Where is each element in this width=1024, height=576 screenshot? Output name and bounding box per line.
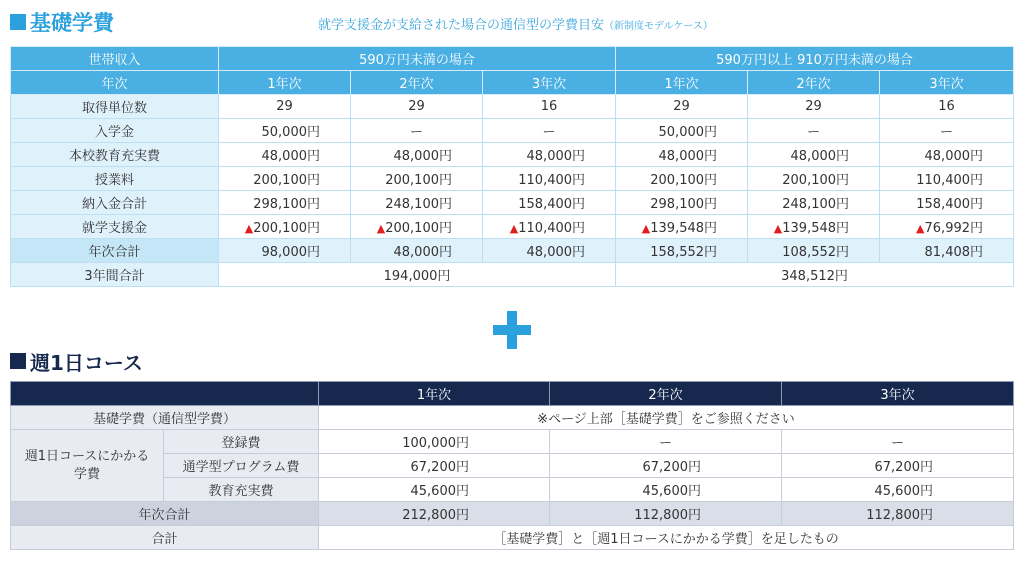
table-cell: 50,000円 bbox=[616, 119, 748, 143]
table-cell: 100,000円 bbox=[319, 430, 550, 454]
table-cell: 298,100円 bbox=[219, 191, 351, 215]
table-cell: 29 bbox=[219, 95, 351, 119]
support-value: 76,992円 bbox=[924, 221, 984, 236]
three-year-total-row bbox=[11, 263, 1014, 287]
table-cell: 48,000円 bbox=[616, 143, 748, 167]
triangle-mark-icon: ▲ bbox=[244, 222, 254, 235]
row-label: 授業料 bbox=[11, 167, 219, 191]
section2-title bbox=[10, 347, 143, 375]
table-cell: 248,100円 bbox=[748, 191, 880, 215]
triangle-mark-icon: ▲ bbox=[641, 222, 651, 235]
group-b-header: 590万円以上 910万円未満の場合 bbox=[616, 47, 1014, 71]
table-cell: ー bbox=[880, 119, 1014, 143]
triangle-mark-icon: ▲ bbox=[916, 222, 925, 235]
year-cell: 1年次 bbox=[319, 382, 550, 406]
table-cell bbox=[351, 215, 483, 239]
support-value: 200,100円 bbox=[385, 221, 452, 236]
table-row bbox=[11, 95, 1014, 119]
row-label: 本校教育充実費 bbox=[11, 143, 219, 167]
table-cell: 298,100円 bbox=[616, 191, 748, 215]
year-header: 年次 bbox=[11, 71, 219, 95]
support-value: 139,548円 bbox=[650, 221, 718, 236]
section1-title bbox=[10, 8, 114, 36]
table-cell: ー bbox=[351, 119, 483, 143]
table-cell: 45,600円 bbox=[782, 478, 1014, 502]
annual-total-row bbox=[11, 502, 1014, 526]
row-label: 納入金合計 bbox=[11, 191, 219, 215]
table-cell: 200,100円 bbox=[616, 167, 748, 191]
row-label: 入学金 bbox=[11, 119, 219, 143]
subtitle-note: （新制度モデルケース） bbox=[604, 21, 713, 32]
table-cell bbox=[880, 215, 1014, 239]
household-income-header: 世帯収入 bbox=[11, 47, 219, 71]
year-cell: 2年次 bbox=[748, 71, 880, 95]
year-cell: 1年次 bbox=[219, 71, 351, 95]
table-cell: 16 bbox=[880, 95, 1014, 119]
row-label: 基礎学費（通信型学費） bbox=[11, 406, 319, 430]
section1-subtitle bbox=[318, 14, 713, 33]
plus-icon-vertical bbox=[507, 311, 517, 349]
section1-title-text: 基礎学費 bbox=[30, 11, 114, 35]
row-label: 就学支援金 bbox=[11, 215, 219, 239]
row-label: 登録費 bbox=[164, 430, 319, 454]
row-label: 合計 bbox=[11, 526, 319, 550]
year-cell: 3年次 bbox=[880, 71, 1014, 95]
table-row bbox=[11, 191, 1014, 215]
table-cell bbox=[616, 215, 748, 239]
subtitle-text: 就学支援金が支給された場合の通信型の学費目安 bbox=[318, 18, 605, 33]
table-cell: 45,600円 bbox=[550, 478, 782, 502]
table-cell bbox=[219, 215, 351, 239]
annual-total-row bbox=[11, 239, 1014, 263]
row-label: 取得単位数 bbox=[11, 95, 219, 119]
support-value: 139,548円 bbox=[782, 221, 850, 236]
table-cell: 16 bbox=[483, 95, 616, 119]
row-label: 3年間合計 bbox=[11, 263, 219, 287]
table-cell: 48,000円 bbox=[880, 143, 1014, 167]
header-blank bbox=[11, 382, 319, 406]
table-header-row bbox=[11, 382, 1014, 406]
year-cell: 2年次 bbox=[550, 382, 782, 406]
table-cell: 67,200円 bbox=[782, 454, 1014, 478]
table-row bbox=[11, 430, 1014, 454]
table-cell: 158,400円 bbox=[483, 191, 616, 215]
table-cell: ー bbox=[483, 119, 616, 143]
table-cell: 48,000円 bbox=[748, 143, 880, 167]
triangle-mark-icon: ▲ bbox=[509, 222, 519, 235]
table-cell: 98,000円 bbox=[219, 239, 351, 263]
year-cell: 1年次 bbox=[616, 71, 748, 95]
table-cell: 200,100円 bbox=[748, 167, 880, 191]
triangle-mark-icon: ▲ bbox=[376, 222, 386, 235]
table-row bbox=[11, 406, 1014, 430]
grand-total-row bbox=[11, 526, 1014, 550]
support-value: 110,400円 bbox=[518, 221, 586, 236]
triangle-mark-icon: ▲ bbox=[773, 222, 783, 235]
table-cell: 81,408円 bbox=[880, 239, 1014, 263]
table-cell: 110,400円 bbox=[880, 167, 1014, 191]
square-icon bbox=[10, 14, 26, 30]
group-a-header: 590万円未満の場合 bbox=[219, 47, 616, 71]
row-label: 通学型プログラム費 bbox=[164, 454, 319, 478]
table-cell: 48,000円 bbox=[351, 143, 483, 167]
table-cell: 112,800円 bbox=[550, 502, 782, 526]
table-cell: 48,000円 bbox=[219, 143, 351, 167]
table-cell: 248,100円 bbox=[351, 191, 483, 215]
grand-total-note: ［基礎学費］と［週1日コースにかかる学費］を足したもの bbox=[319, 526, 1014, 550]
section2-title-text: 週1日コース bbox=[30, 350, 143, 375]
table-cell: 29 bbox=[748, 95, 880, 119]
table-cell: ー bbox=[550, 430, 782, 454]
course-fee-group-label: 週1日コースにかかる学費 bbox=[11, 430, 164, 502]
three-year-total-a: 194,000円 bbox=[219, 263, 616, 287]
table-cell: 50,000円 bbox=[219, 119, 351, 143]
table-cell: 200,100円 bbox=[351, 167, 483, 191]
year-cell: 3年次 bbox=[483, 71, 616, 95]
table-cell: 110,400円 bbox=[483, 167, 616, 191]
weekly-course-table bbox=[10, 381, 1014, 550]
square-icon bbox=[10, 353, 26, 369]
table-row bbox=[11, 143, 1014, 167]
table-cell bbox=[483, 215, 616, 239]
table-cell: 29 bbox=[351, 95, 483, 119]
row-label: 教育充実費 bbox=[164, 478, 319, 502]
table-row bbox=[11, 167, 1014, 191]
basic-fee-note: ※ページ上部［基礎学費］をご参照ください bbox=[319, 406, 1014, 430]
table-cell: 158,400円 bbox=[880, 191, 1014, 215]
table-cell: 48,000円 bbox=[351, 239, 483, 263]
three-year-total-b: 348,512円 bbox=[616, 263, 1014, 287]
support-row bbox=[11, 215, 1014, 239]
table-cell bbox=[748, 215, 880, 239]
table-cell: 48,000円 bbox=[483, 143, 616, 167]
row-label: 年次合計 bbox=[11, 502, 319, 526]
table-row bbox=[11, 119, 1014, 143]
table-cell: 48,000円 bbox=[483, 239, 616, 263]
table-cell: 200,100円 bbox=[219, 167, 351, 191]
table-year-row bbox=[11, 71, 1014, 95]
support-value: 200,100円 bbox=[253, 221, 320, 236]
year-cell: 2年次 bbox=[351, 71, 483, 95]
table-cell: ー bbox=[782, 430, 1014, 454]
table-cell: 45,600円 bbox=[319, 478, 550, 502]
basic-fee-table bbox=[10, 46, 1014, 287]
year-cell: 3年次 bbox=[782, 382, 1014, 406]
table-cell: 112,800円 bbox=[782, 502, 1014, 526]
table-cell: 67,200円 bbox=[319, 454, 550, 478]
table-cell: 158,552円 bbox=[616, 239, 748, 263]
row-label: 年次合計 bbox=[11, 239, 219, 263]
table-cell: 108,552円 bbox=[748, 239, 880, 263]
table-cell: ー bbox=[748, 119, 880, 143]
table-cell: 67,200円 bbox=[550, 454, 782, 478]
table-header-row bbox=[11, 47, 1014, 71]
table-cell: 29 bbox=[616, 95, 748, 119]
table-cell: 212,800円 bbox=[319, 502, 550, 526]
